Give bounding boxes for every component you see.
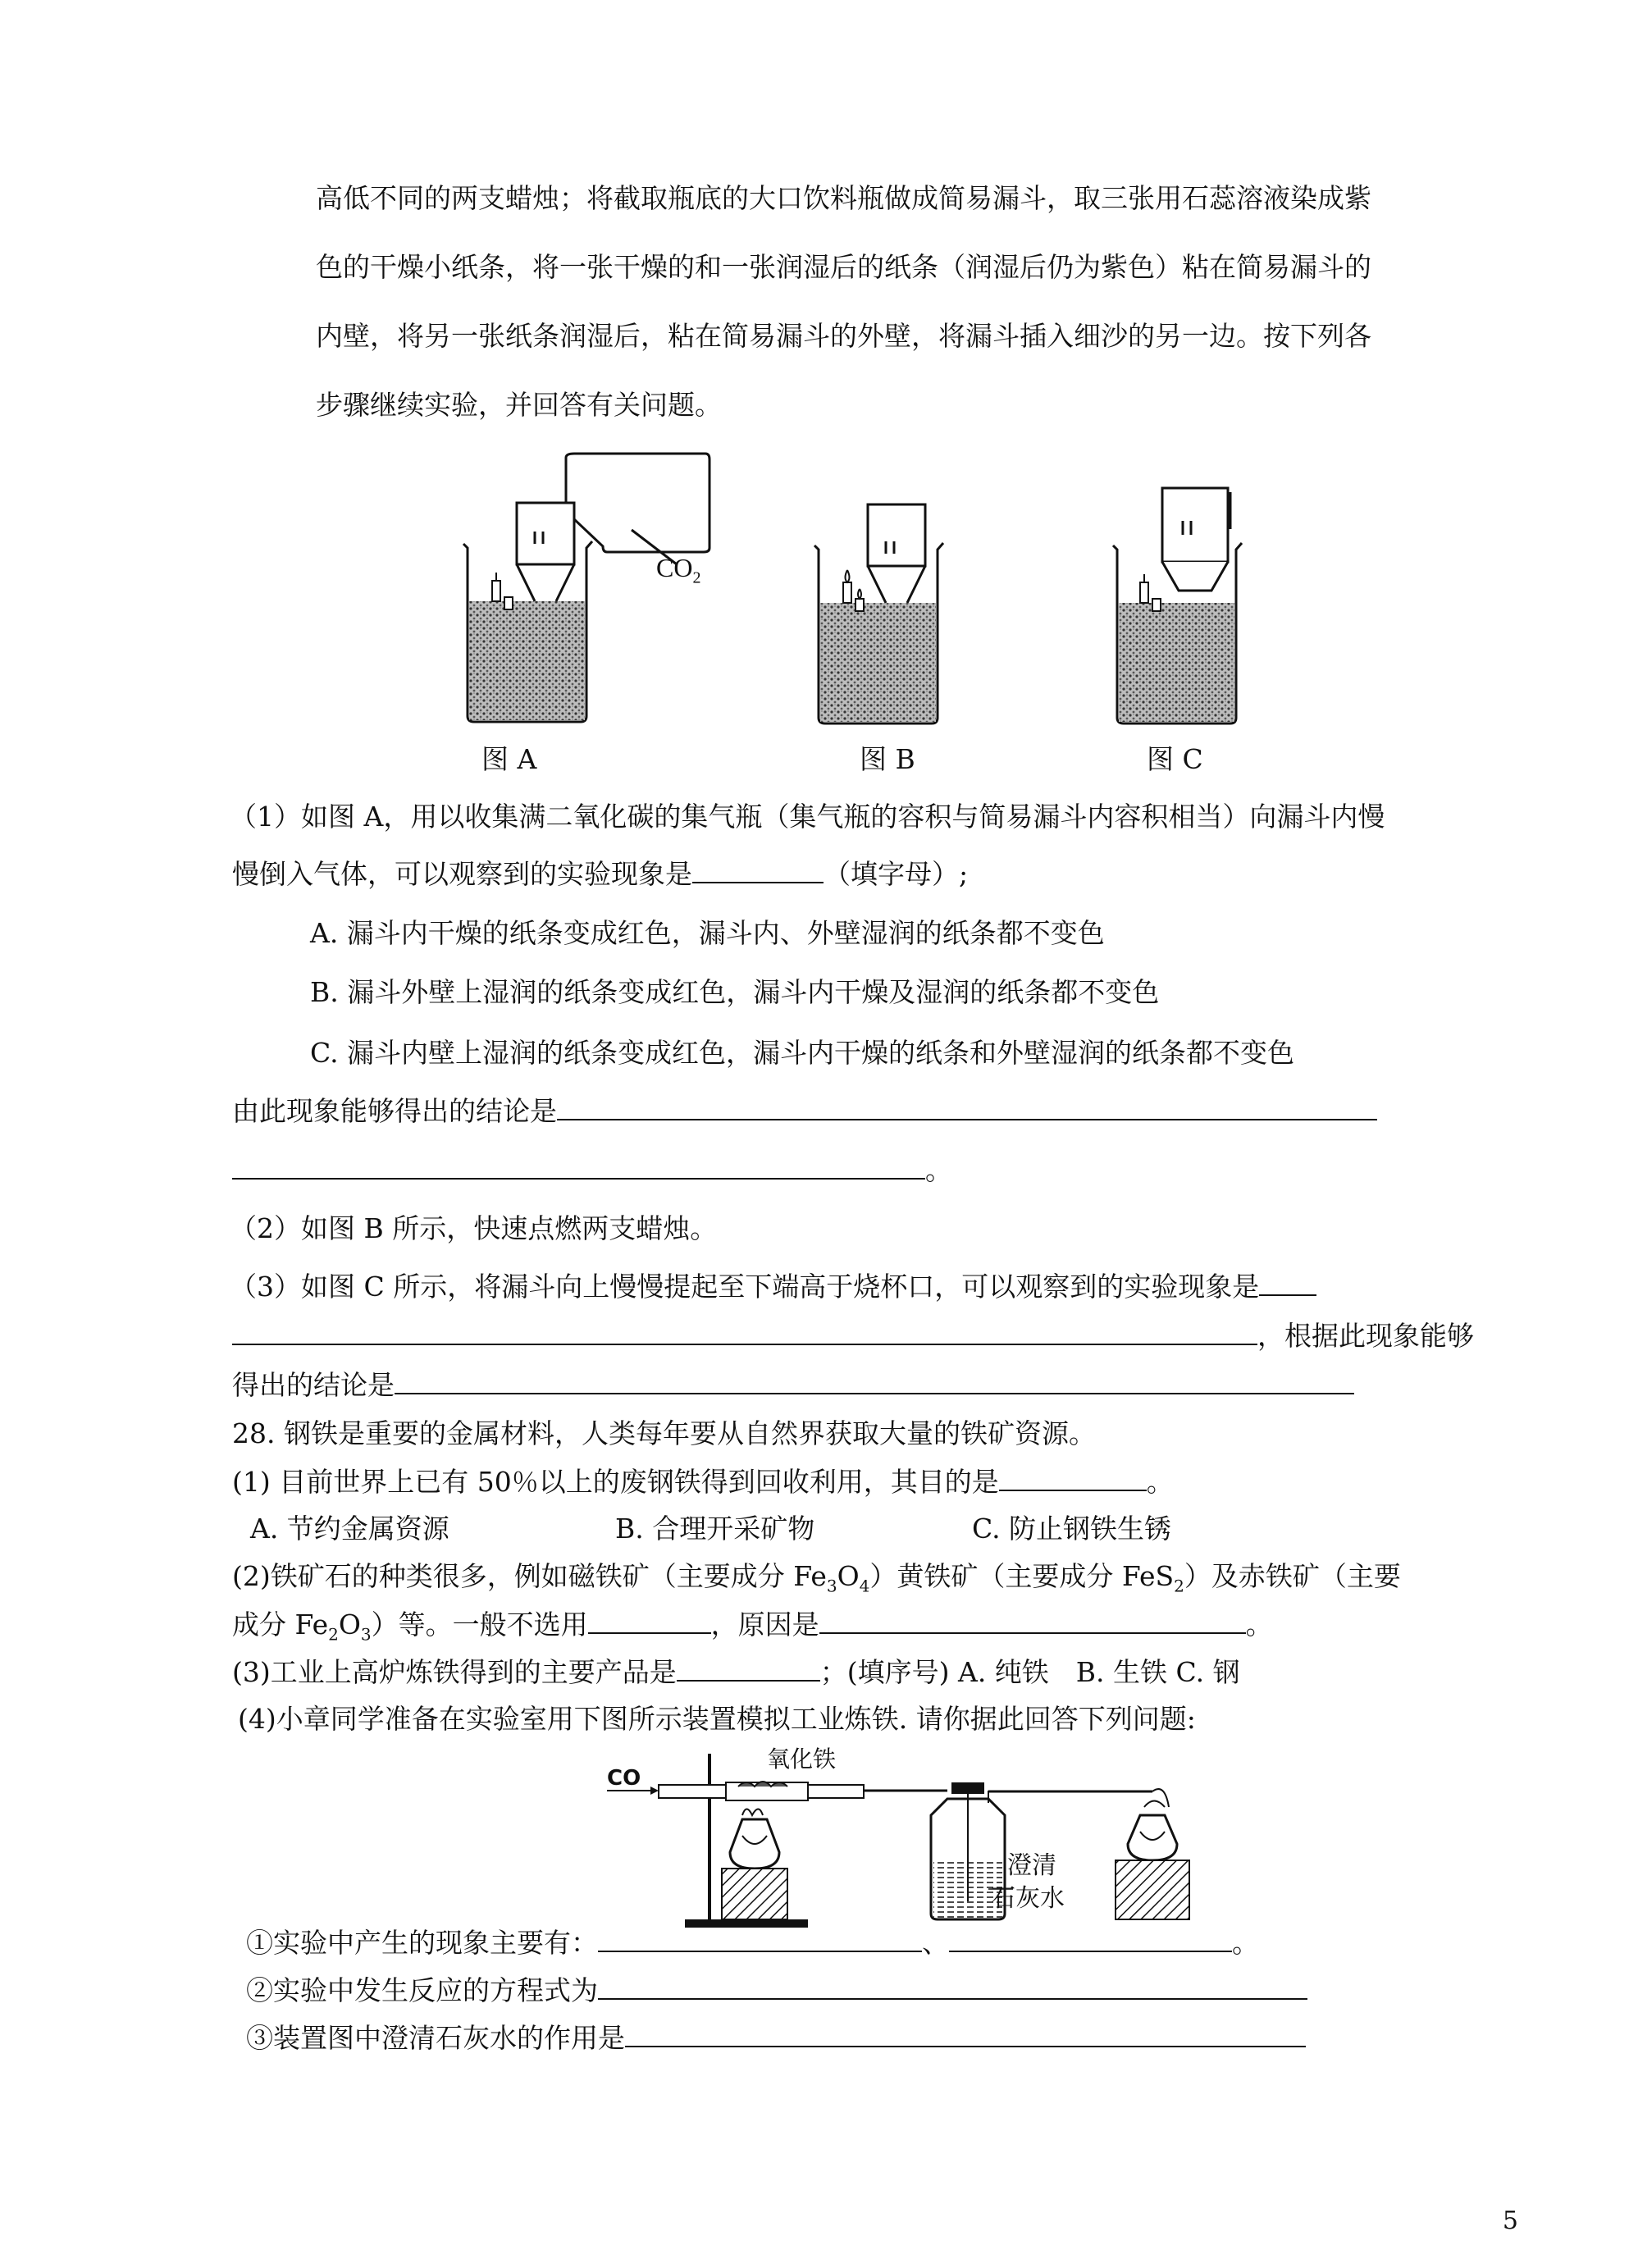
- limewater-label-1: 澄清: [1007, 1851, 1056, 1880]
- q28-p1-option-a: A. 节约金属资源: [250, 1513, 449, 1545]
- co2-label: $CO_2$: [656, 553, 701, 587]
- q27-option-c: C. 漏斗内壁上湿润的纸条变成红色，漏斗内干燥的纸条和外壁湿润的纸条都不变色: [310, 1037, 1295, 1069]
- answer-blank[interactable]: [999, 1465, 1147, 1491]
- answer-blank[interactable]: [232, 1319, 1257, 1345]
- intro-line-1: 高低不同的两支蜡烛；将截取瓶底的大口饮料瓶做成简易漏斗，取三张用石蕊溶液染成紫: [316, 182, 1371, 214]
- answer-blank[interactable]: [677, 1655, 820, 1682]
- answer-blank[interactable]: [395, 1368, 1354, 1394]
- intro-line-2: 色的干燥小纸条，将一张干燥的和一张润湿后的纸条（润湿后仍为紫色）粘在简易漏斗的: [316, 251, 1371, 283]
- q28-p2-line-1: (2)铁矿石的种类很多，例如磁铁矿（主要成分 $Fe_3O_4$）黄铁矿（主要成分 FeS$_2$）及赤铁矿（主要: [232, 1560, 1401, 1596]
- answer-blank[interactable]: [949, 1926, 1232, 1952]
- q28-s1: ①实验中产生的现象主要有： 、 。: [246, 1927, 1259, 1959]
- answer-blank[interactable]: [598, 1926, 922, 1952]
- q27-p3-line-3: 得出的结论是: [232, 1368, 1354, 1402]
- figure-b-apparatus: [810, 500, 991, 730]
- q27-p2: （2）如图 B 所示，快速点燃两支蜡烛。: [230, 1212, 718, 1244]
- intro-line-4: 步骤继续实验，并回答有关问题。: [316, 389, 722, 421]
- q27-p1-line-1: （1）如图 A，用以收集满二氧化碳的集气瓶（集气瓶的容积与简易漏斗内容积相当）向漏斗内慢: [230, 801, 1385, 833]
- q27-option-a: A. 漏斗内干燥的纸条变成红色，漏斗内、外壁湿润的纸条都不变色: [310, 917, 1105, 949]
- answer-blank[interactable]: [1259, 1270, 1316, 1296]
- figure-c-apparatus: [1109, 484, 1298, 730]
- limewater-label-2: 石灰水: [991, 1884, 1065, 1913]
- answer-blank[interactable]: [588, 1608, 711, 1634]
- figure-b-label: 图 B: [860, 743, 915, 775]
- q28-p3: (3)工业上高炉炼铁得到的主要产品是 ；(填序号) A. 纯铁 B. 生铁 C. 钢: [232, 1656, 1240, 1688]
- q28-p4: (4)小章同学准备在实验室用下图所示装置模拟工业炼铁. 请你据此回答下列问题:: [238, 1703, 1196, 1735]
- q28-s2: ②实验中发生反应的方程式为: [246, 1974, 1307, 2007]
- answer-blank[interactable]: [819, 1608, 1246, 1634]
- co-label: CO: [607, 1766, 641, 1791]
- q28-p1-option-b: B. 合理开采矿物: [615, 1513, 815, 1545]
- q28-title: 28. 钢铁是重要的金属材料，人类每年要从自然界获取大量的铁矿资源。: [232, 1417, 1096, 1449]
- iron-oxide-label: 氧化铁: [767, 1745, 837, 1773]
- answer-blank[interactable]: [557, 1094, 1377, 1120]
- page-number: 5: [1502, 2206, 1518, 2235]
- answer-blank[interactable]: [598, 1974, 1307, 2000]
- q27-p3-line-2: ，根据此现象能够: [232, 1319, 1474, 1353]
- intro-line-3: 内壁，将另一张纸条润湿后，粘在简易漏斗的外壁，将漏斗插入细沙的另一边。按下列各: [316, 320, 1371, 352]
- q28-p1-option-c: C. 防止钢铁生锈: [972, 1513, 1172, 1545]
- q28-p2-line-2: 成分 $Fe_2O_3$）等。一般不选用 ，原因是 。: [232, 1609, 1273, 1645]
- figure-a-label: 图 A: [481, 743, 537, 775]
- q28-p1: (1) 目前世界上已有 50％以上的废钢铁得到回收利用，其目的是 。: [232, 1466, 1174, 1498]
- q27-p1-line-2: 慢倒入气体，可以观察到的实验现象是 （填字母）;: [232, 858, 969, 890]
- q27-conclusion-cont: 。: [232, 1153, 952, 1187]
- answer-blank[interactable]: [692, 857, 824, 883]
- answer-blank[interactable]: [232, 1153, 925, 1180]
- figure-c-label: 图 C: [1147, 743, 1203, 775]
- q27-p3-line-1: （3）如图 C 所示，将漏斗向上慢慢提起至下端高于烧杯口，可以观察到的实验现象是: [230, 1270, 1316, 1303]
- q28-s3: ③装置图中澄清石灰水的作用是: [246, 2021, 1306, 2055]
- q27-conclusion: 由此现象能够得出的结论是: [232, 1094, 1377, 1128]
- q27-option-b: B. 漏斗外壁上湿润的纸条变成红色，漏斗内干燥及湿润的纸条都不变色: [310, 976, 1160, 1008]
- answer-blank[interactable]: [625, 2021, 1306, 2047]
- iron-smelting-apparatus: [603, 1737, 1226, 1934]
